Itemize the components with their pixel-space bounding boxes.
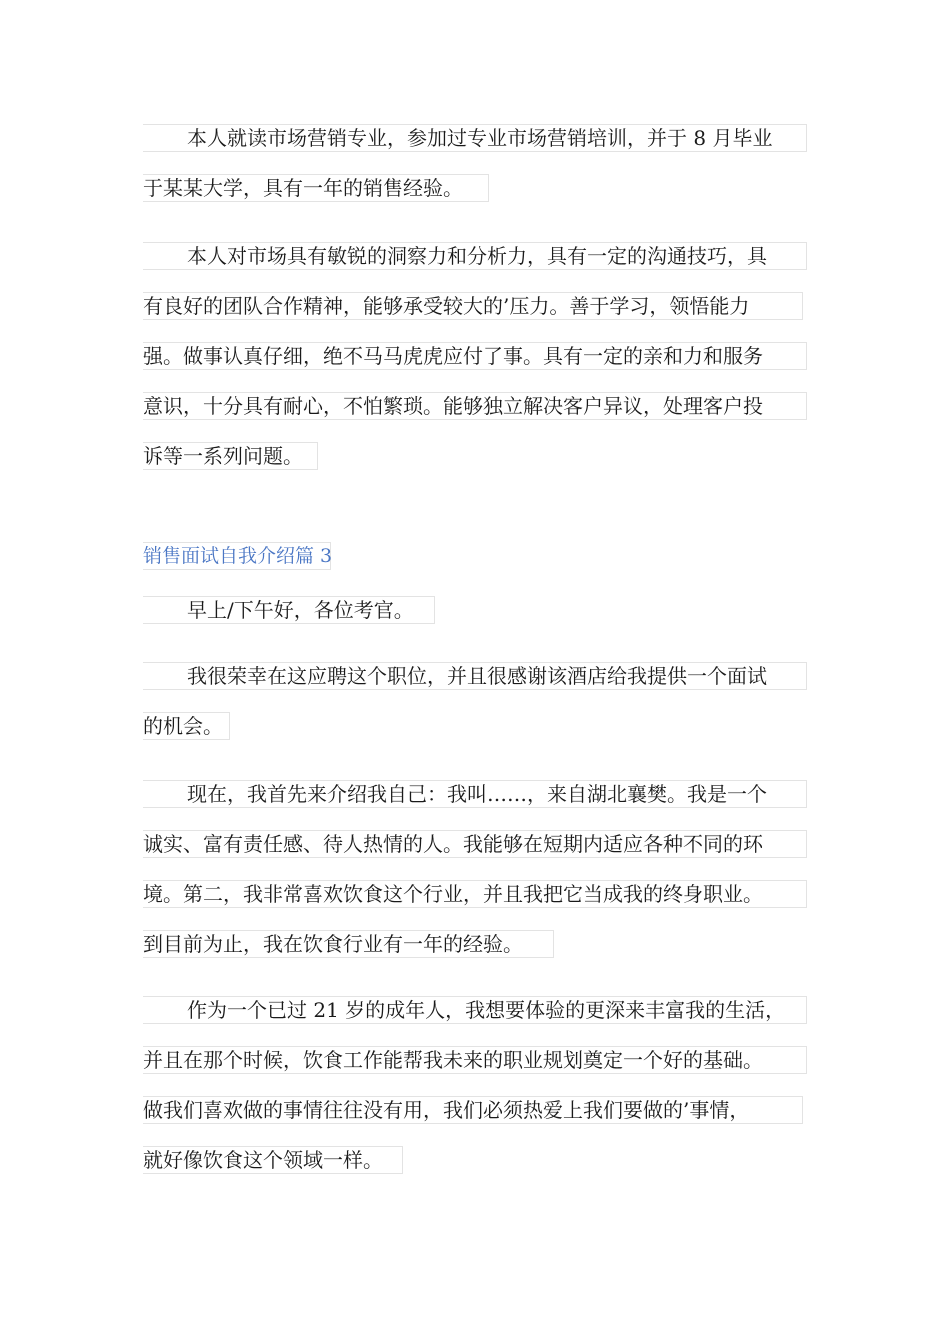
paragraph-line: 有良好的团队合作精神，能够承受较大的’压力。善于学习，领悟能力: [143, 292, 803, 320]
paragraph-line: 的机会。: [143, 712, 230, 740]
paragraph-line: 就好像饮食这个领域一样。: [143, 1146, 403, 1174]
paragraph-line: 我很荣幸在这应聘这个职位，并且很感谢该酒店给我提供一个面试: [143, 662, 807, 690]
paragraph-line: 诚实、富有责任感、待人热情的人。我能够在短期内适应各种不同的环: [143, 830, 807, 858]
section-heading: 销售面试自我介绍篇 3: [143, 542, 331, 570]
paragraph-line: 并且在那个时候，饮食工作能帮我未来的职业规划奠定一个好的基础。: [143, 1046, 807, 1074]
paragraph-line: 到目前为止，我在饮食行业有一年的经验。: [143, 930, 554, 958]
paragraph-line: 做我们喜欢做的事情往往没有用，我们必须热爱上我们要做的’事情，: [143, 1096, 803, 1124]
paragraph-line: 诉等一系列问题。: [143, 442, 318, 470]
paragraph-line: 强。做事认真仔细，绝不马马虎虎应付了事。具有一定的亲和力和服务: [143, 342, 807, 370]
paragraph-line: 本人对市场具有敏锐的洞察力和分析力，具有一定的沟通技巧，具: [143, 242, 807, 270]
paragraph-line: 意识，十分具有耐心，不怕繁琐。能够独立解决客户异议，处理客户投: [143, 392, 807, 420]
paragraph-line: 于某某大学，具有一年的销售经验。: [143, 174, 489, 202]
paragraph-line: 本人就读市场营销专业，参加过专业市场营销培训，并于 8 月毕业: [143, 124, 807, 152]
paragraph-line: 作为一个已过 21 岁的成年人，我想要体验的更深来丰富我的生活，: [143, 996, 807, 1024]
paragraph-line: 早上/下午好，各位考官。: [143, 596, 435, 624]
paragraph-line: 现在，我首先来介绍我自己：我叫……，来自湖北襄樊。我是一个: [143, 780, 807, 808]
paragraph-line: 境。第二，我非常喜欢饮食这个行业，并且我把它当成我的终身职业。: [143, 880, 807, 908]
